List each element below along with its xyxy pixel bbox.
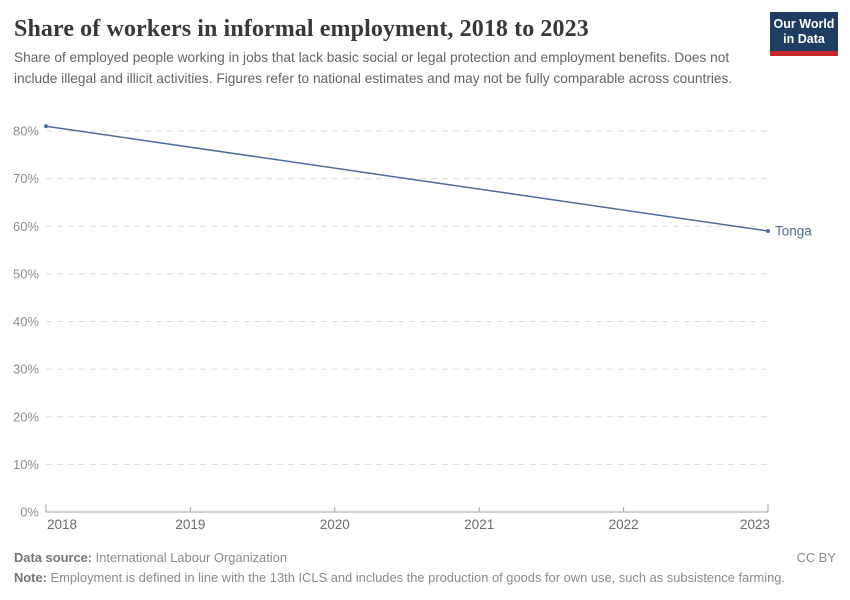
- x-axis-tick-label: 2019: [175, 517, 206, 532]
- series-line[interactable]: [46, 126, 768, 231]
- series-entity-label[interactable]: Tonga: [775, 223, 812, 239]
- x-axis-tick-label: 2020: [319, 517, 350, 532]
- owid-logo-line1: Our World: [773, 17, 835, 31]
- y-axis-tick-label: 60%: [12, 218, 39, 234]
- data-source-text: [14, 549, 287, 566]
- y-axis-tick-label: 30%: [12, 361, 39, 377]
- y-axis-tick-label: 0%: [20, 504, 39, 520]
- page-title: Share of workers in informal employment, 2018 to 2023: [14, 16, 589, 42]
- data-source-value: International Labour Organization: [92, 550, 288, 565]
- series-point[interactable]: [766, 229, 770, 233]
- y-axis-tick-label: 70%: [12, 171, 39, 187]
- chart-subtitle: Share of employed people working in jobs that lack basic social or legal protection and employment benefits. Does not include illegal and illicit activities. Figures refer to national estimates and may not be fully comparable across countries.: [14, 50, 733, 86]
- license-link[interactable]: CC BY: [796, 550, 836, 565]
- x-axis-tick-label: 2023: [739, 517, 770, 532]
- note-value: Employment is defined in line with the 13th ICLS and includes the production of goods for own use, such as subsistence farming.: [46, 570, 786, 585]
- owid-logo[interactable]: [770, 12, 838, 56]
- footer-source-row: [14, 549, 836, 566]
- y-axis-tick-label: 20%: [12, 409, 39, 425]
- series-point[interactable]: [44, 124, 48, 128]
- y-axis-tick-label: 40%: [12, 314, 39, 329]
- x-axis-tick-label: 2022: [608, 517, 639, 532]
- data-source-label: Data source:: [14, 550, 93, 565]
- note-label: Note:: [14, 570, 47, 585]
- x-axis-tick-label: 2021: [464, 517, 495, 532]
- footer-note-row: [14, 569, 836, 586]
- y-axis-tick-label: 50%: [12, 266, 39, 282]
- x-axis-tick-label: 2018: [47, 517, 78, 532]
- owid-logo-line2: in Data: [783, 32, 825, 46]
- y-axis-tick-label: 80%: [12, 123, 39, 139]
- y-axis-tick-label: 10%: [12, 456, 39, 472]
